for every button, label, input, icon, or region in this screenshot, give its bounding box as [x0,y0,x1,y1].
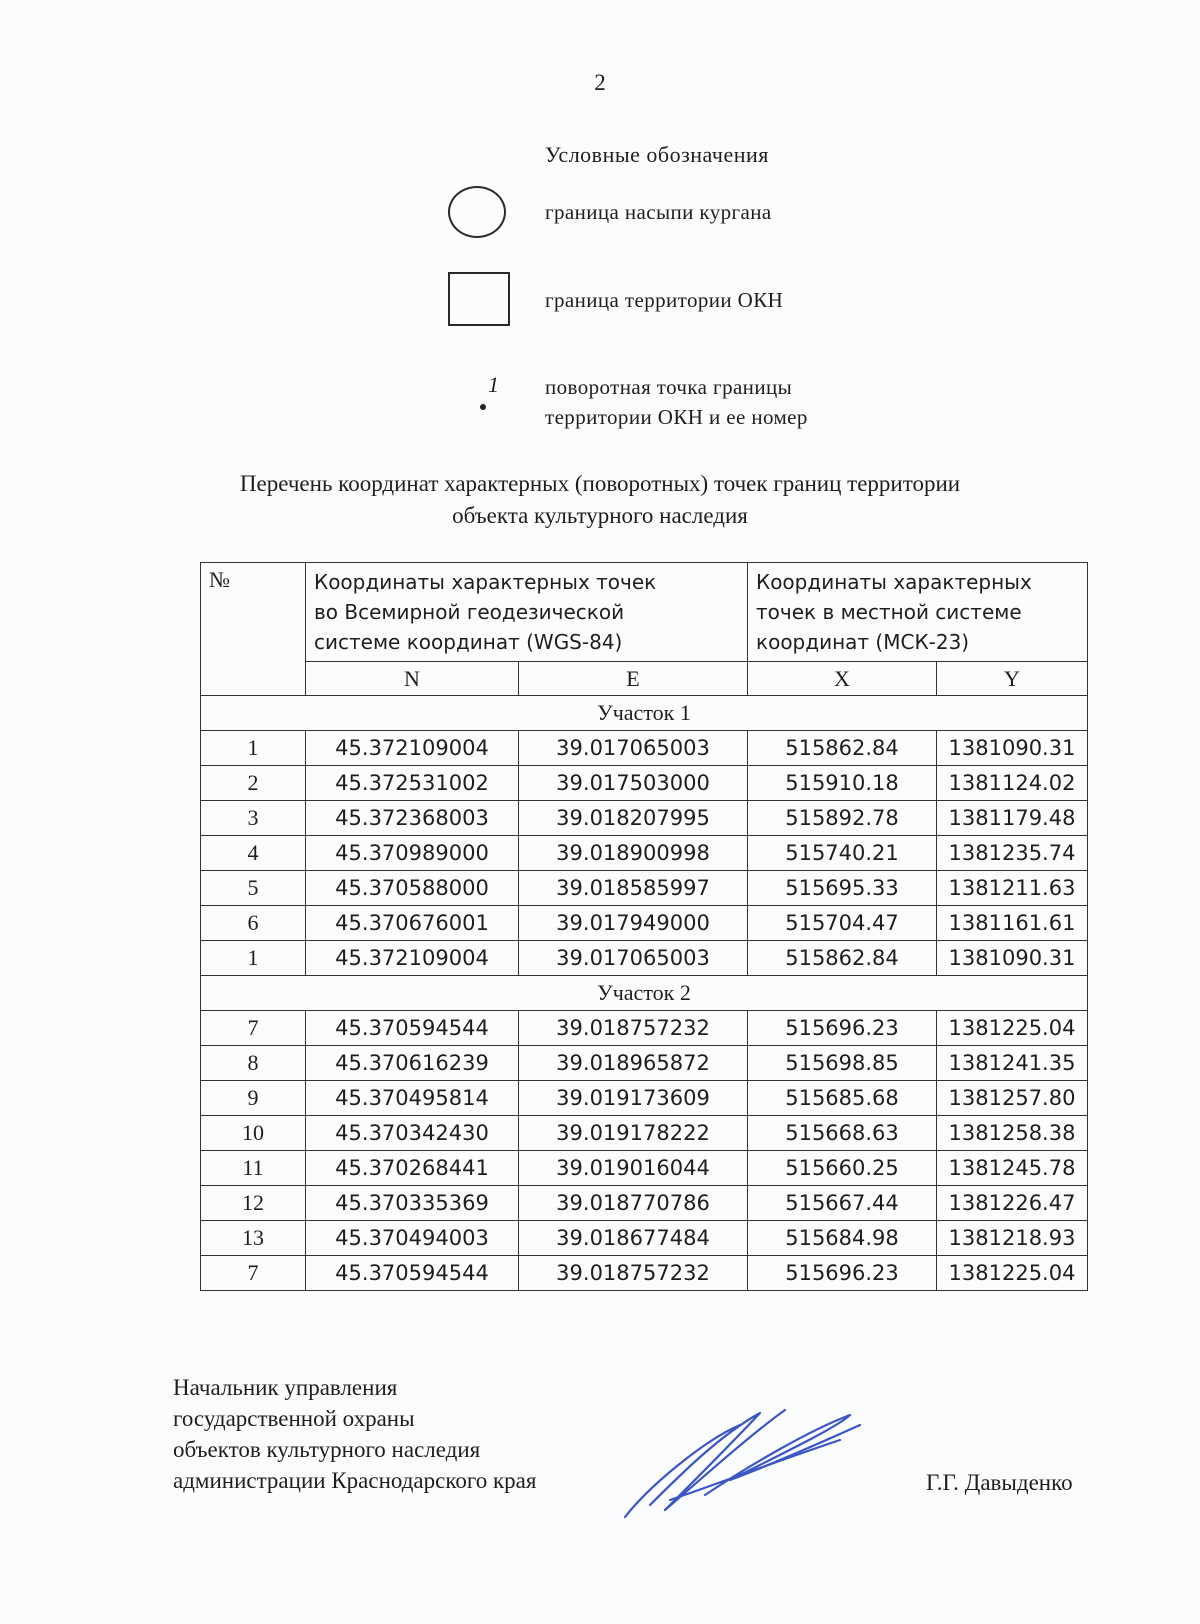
cell-no: 13 [201,1221,306,1256]
cell-x: 515910.18 [748,766,937,801]
cell-y: 1381179.48 [937,801,1088,836]
table-row [201,1151,1088,1186]
legend-label-point-line1: поворотная точка границы [545,375,793,399]
position-line4: администрации Краснодарского края [173,1468,537,1493]
cell-e: 39.017503000 [519,766,748,801]
cell-e: 39.018585997 [519,871,748,906]
header-msk23-line1: Координаты характерных [756,570,1032,594]
cell-y: 1381218.93 [937,1221,1088,1256]
cell-e: 39.018757232 [519,1256,748,1291]
header-number: № [201,563,306,696]
table-row [201,1256,1088,1291]
cell-no: 8 [201,1046,306,1081]
cell-no: 1 [201,941,306,976]
cell-no: 7 [201,1256,306,1291]
header-wgs84-line1: Координаты характерных точек [314,570,657,594]
cell-y: 1381241.35 [937,1046,1088,1081]
header-y: Y [937,662,1088,696]
table-row [201,1046,1088,1081]
table-row [201,941,1088,976]
cell-e: 39.017065003 [519,941,748,976]
cell-n: 45.370335369 [306,1186,519,1221]
cell-n: 45.372368003 [306,801,519,836]
position-line2: государственной охраны [173,1406,415,1431]
table-row [201,836,1088,871]
cell-n: 45.372109004 [306,731,519,766]
cell-e: 39.018207995 [519,801,748,836]
legend-label-territory: граница территории ОКН [545,288,784,312]
cell-y: 1381257.80 [937,1081,1088,1116]
table-row [201,1081,1088,1116]
table-row [201,731,1088,766]
table-row [201,1221,1088,1256]
cell-x: 515704.47 [748,906,937,941]
cell-n: 45.370588000 [306,871,519,906]
cell-y: 1381226.47 [937,1186,1088,1221]
section-row [201,976,1088,1011]
section-title: Участок 1 [201,696,1088,731]
cell-no: 1 [201,731,306,766]
table-row [201,1011,1088,1046]
cell-x: 515685.68 [748,1081,937,1116]
turning-point-number: 1 [488,372,499,397]
header-wgs84-line3: системе координат (WGS-84) [314,630,623,654]
cell-n: 45.370495814 [306,1081,519,1116]
cell-n: 45.370616239 [306,1046,519,1081]
cell-y: 1381225.04 [937,1011,1088,1046]
table-row [201,871,1088,906]
cell-no: 11 [201,1151,306,1186]
cell-y: 1381258.38 [937,1116,1088,1151]
cell-e: 39.018770786 [519,1186,748,1221]
cell-n: 45.370989000 [306,836,519,871]
cell-x: 515684.98 [748,1221,937,1256]
rectangle-symbol [448,272,510,326]
cell-n: 45.370594544 [306,1256,519,1291]
cell-y: 1381245.78 [937,1151,1088,1186]
table-row [201,801,1088,836]
table-row [201,1186,1088,1221]
turning-point-dot [480,404,486,410]
cell-y: 1381161.61 [937,906,1088,941]
header-wgs84 [306,563,748,662]
header-x: X [748,662,937,696]
cell-y: 1381124.02 [937,766,1088,801]
cell-e: 39.018900998 [519,836,748,871]
cell-no: 9 [201,1081,306,1116]
cell-x: 515696.23 [748,1256,937,1291]
table-row [201,906,1088,941]
cell-no: 4 [201,836,306,871]
coordinates-table [200,562,1088,1291]
section-row [201,696,1088,731]
cell-no: 2 [201,766,306,801]
cell-e: 39.018677484 [519,1221,748,1256]
cell-y: 1381235.74 [937,836,1088,871]
header-msk23 [748,563,1088,662]
handwritten-signature [610,1405,870,1525]
signer-name: Г.Г. Давыденко [926,1470,1073,1495]
cell-n: 45.370676001 [306,906,519,941]
cell-no: 10 [201,1116,306,1151]
cell-no: 7 [201,1011,306,1046]
cell-n: 45.372109004 [306,941,519,976]
position-line3: объектов культурного наследия [173,1437,481,1462]
legend-label-mound: граница насыпи кургана [545,200,772,224]
cell-e: 39.018965872 [519,1046,748,1081]
cell-no: 3 [201,801,306,836]
cell-x: 515698.85 [748,1046,937,1081]
header-msk23-line3: координат (МСК-23) [756,630,970,654]
cell-x: 515668.63 [748,1116,937,1151]
cell-y: 1381211.63 [937,871,1088,906]
cell-x: 515660.25 [748,1151,937,1186]
cell-n: 45.372531002 [306,766,519,801]
header-e: E [519,662,748,696]
cell-x: 515696.23 [748,1011,937,1046]
cell-n: 45.370342430 [306,1116,519,1151]
section-title: Участок 2 [201,976,1088,1011]
header-msk23-line2: точек в местной системе [756,600,1022,624]
cell-n: 45.370594544 [306,1011,519,1046]
table-row [201,1116,1088,1151]
cell-n: 45.370494003 [306,1221,519,1256]
header-wgs84-line2: во Всемирной геодезической [314,600,625,624]
cell-e: 39.018757232 [519,1011,748,1046]
list-title-line1: Перечень координат характерных (поворотных) точек границ территории [239,471,961,496]
cell-no: 5 [201,871,306,906]
cell-y: 1381090.31 [937,941,1088,976]
legend-label-point-line2: территории ОКН и ее номер [545,405,808,429]
table-row [201,766,1088,801]
cell-e: 39.019173609 [519,1081,748,1116]
legend-title: Условные обозначения [545,142,769,167]
turning-point-symbol [478,372,508,416]
cell-e: 39.017065003 [519,731,748,766]
cell-e: 39.019178222 [519,1116,748,1151]
cell-no: 12 [201,1186,306,1221]
cell-no: 6 [201,906,306,941]
position-line1: Начальник управления [173,1375,398,1400]
ellipse-symbol [448,186,506,238]
cell-x: 515695.33 [748,871,937,906]
cell-y: 1381225.04 [937,1256,1088,1291]
list-title-line2: объекта культурного наследия [452,503,748,528]
cell-x: 515740.21 [748,836,937,871]
signature-position [173,1372,536,1496]
cell-e: 39.017949000 [519,906,748,941]
cell-x: 515667.44 [748,1186,937,1221]
page-number: 2 [594,70,606,95]
cell-e: 39.019016044 [519,1151,748,1186]
list-title [0,468,1200,532]
cell-y: 1381090.31 [937,731,1088,766]
cell-x: 515892.78 [748,801,937,836]
cell-n: 45.370268441 [306,1151,519,1186]
header-n: N [306,662,519,696]
cell-x: 515862.84 [748,731,937,766]
cell-x: 515862.84 [748,941,937,976]
